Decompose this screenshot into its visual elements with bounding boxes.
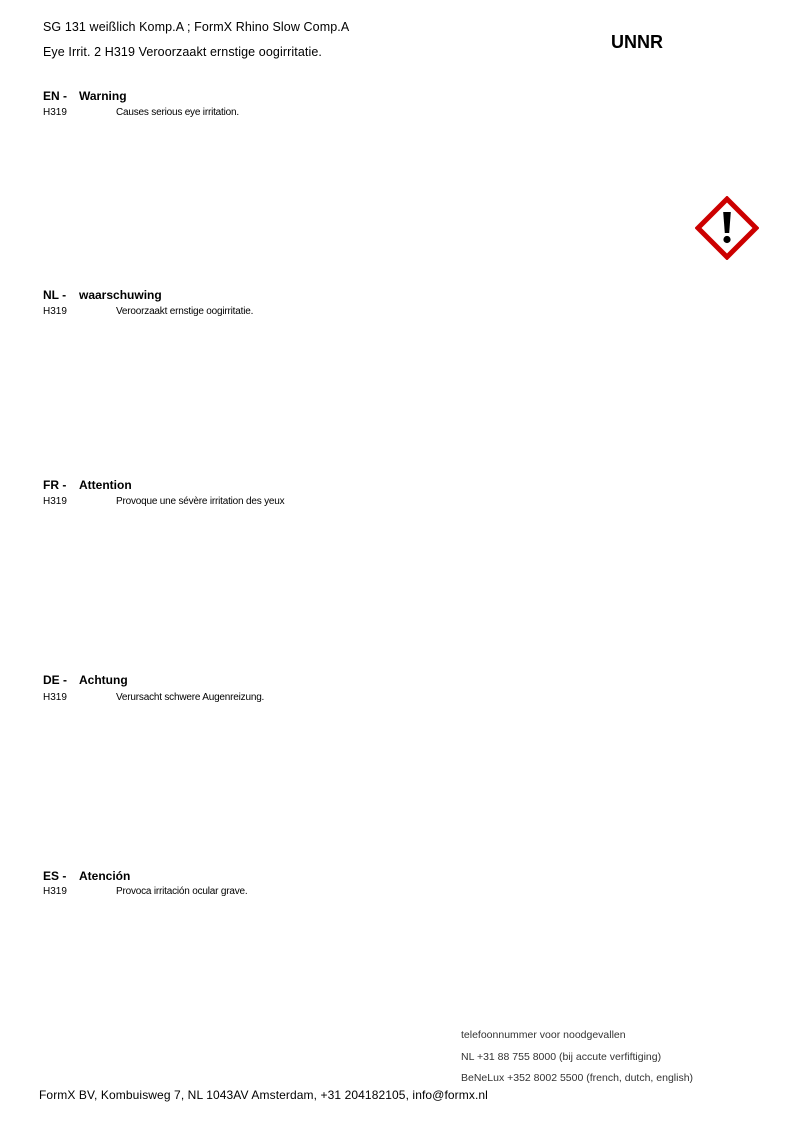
section-nl-heading [43, 288, 162, 302]
section-en-heading [43, 89, 127, 103]
footer-address: FormX BV, Kombuisweg 7, NL 1043AV Amsterdam, +31 204182105, info@formx.nl [39, 1088, 488, 1102]
hazard-statement: Causes serious eye irritation. [116, 107, 239, 118]
hazard-statement: Provoque une sévère irritation des yeux [116, 496, 285, 507]
signal-word: Attention [79, 478, 132, 492]
signal-word: waarschuwing [79, 288, 162, 302]
classification-line: Eye Irrit. 2 H319 Veroorzaakt ernstige oogirritatie. [43, 45, 322, 59]
hazard-statement: Verursacht schwere Augenreizung. [116, 692, 265, 703]
signal-word: Atención [79, 869, 131, 883]
section-de-heading [43, 673, 128, 687]
section-es-heading [43, 869, 130, 883]
hazard-code: H319 [43, 886, 67, 897]
lang-code: ES - [43, 869, 67, 883]
lang-code: EN - [43, 89, 67, 103]
lang-code: DE - [43, 673, 67, 687]
hazard-code: H319 [43, 306, 67, 317]
lang-code: FR - [43, 478, 67, 492]
hazard-statement: Provoca irritación ocular grave. [116, 886, 248, 897]
exclamation-hazard-icon [695, 196, 759, 260]
hazard-code: H319 [43, 496, 67, 507]
hazard-code: H319 [43, 692, 67, 703]
emergency-title: telefoonnummer voor noodgevallen [461, 1029, 626, 1041]
emergency-benelux-phone: BeNeLux +352 8002 5500 (french, dutch, english) [461, 1072, 694, 1084]
signal-word: Warning [79, 89, 127, 103]
product-name: SG 131 weißlich Komp.A ; FormX Rhino Slow Comp.A [43, 20, 350, 34]
hazard-code: H319 [43, 107, 67, 118]
un-number: UNNR [611, 32, 663, 52]
signal-word: Achtung [79, 673, 128, 687]
lang-code: NL - [43, 288, 67, 302]
section-fr-heading [43, 478, 132, 492]
hazard-statement: Veroorzaakt ernstige oogirritatie. [116, 306, 254, 317]
emergency-nl-phone: NL +31 88 755 8000 (bij accute verfiftiging) [461, 1051, 662, 1063]
